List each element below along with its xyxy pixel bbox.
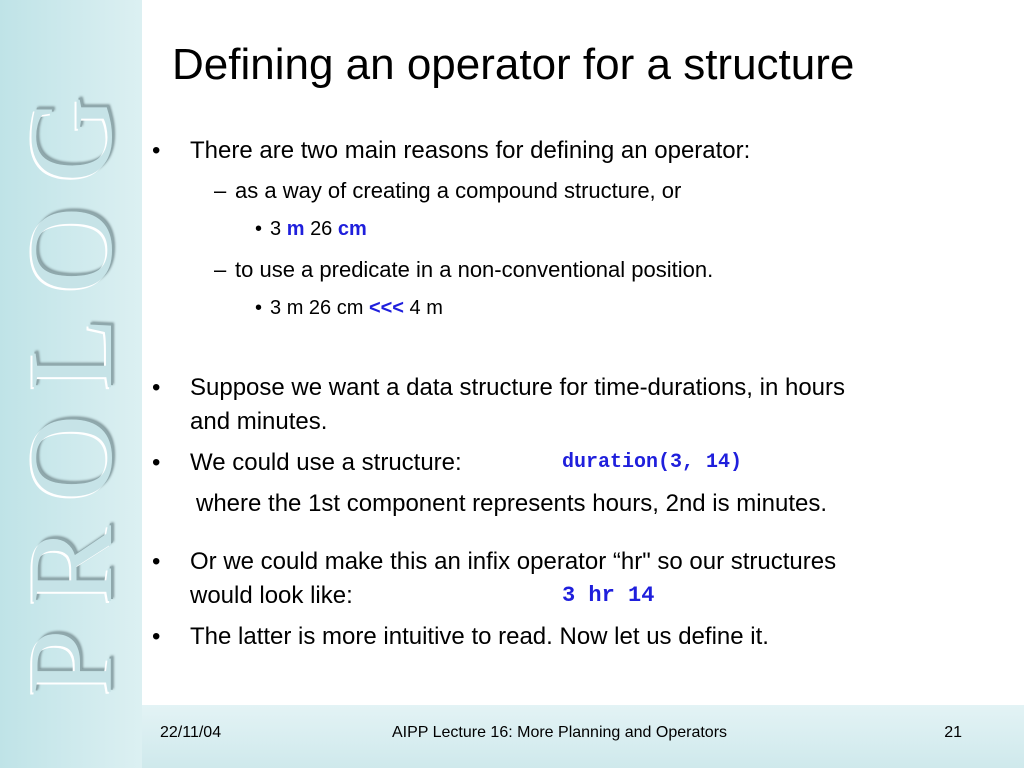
bullet-marker: • [152,623,161,650]
structure-note: where the 1st component represents hours, 2nd is minutes. [196,490,828,517]
slide-number: 21 [944,724,962,741]
sub-bullet-text: to use a predicate in a non-conventional position. [235,257,714,282]
code-hr: 3 hr 14 [562,583,655,608]
example-unit: m [286,218,305,240]
bullet-text: We could use a structure: [190,449,462,476]
example-predicate [255,295,443,321]
slide-title: Defining an operator for a structure [172,40,855,89]
example-left-operand: 3 m 26 cm [270,297,364,319]
bullet-text-line1: Or we could make this an infix operator “hr" so our structures [190,548,837,575]
bullet-marker: • [152,548,161,575]
example-number: 26 [310,218,333,240]
example-unit: cm [337,218,367,240]
footer-title: AIPP Lecture 16: More Planning and Operators [392,724,728,741]
sidebar-panel [0,0,142,768]
example-right-operand: 4 m [409,297,443,319]
prolog-logo: PROLOG [4,71,137,697]
code-duration: duration(3, 14) [562,451,743,474]
bullet-marker: • [255,218,263,240]
bullet-text-line2: and minutes. [190,408,328,435]
dash-marker: – [214,257,227,282]
bullet-text-line1: Suppose we want a data structure for time-durations, in hours [190,374,846,401]
footer-date: 22/11/04 [160,724,222,741]
bullet-text: The latter is more intuitive to read. Now let us define it. [190,623,769,650]
example-operator: <<< [368,297,404,319]
example-compound [255,216,367,242]
dash-marker: – [214,178,227,203]
sub-bullet-text: as a way of creating a compound structure, or [235,178,682,203]
bullet-text: There are two main reasons for defining an operator: [190,137,751,164]
example-number: 3 [270,218,282,240]
bullet-text-line2: would look like: [190,582,353,609]
bullet-marker: • [152,374,161,401]
bullet-marker: • [152,449,161,476]
bullet-marker: • [152,137,161,164]
slide-footer [142,705,1024,768]
bullet-marker: • [255,297,263,319]
